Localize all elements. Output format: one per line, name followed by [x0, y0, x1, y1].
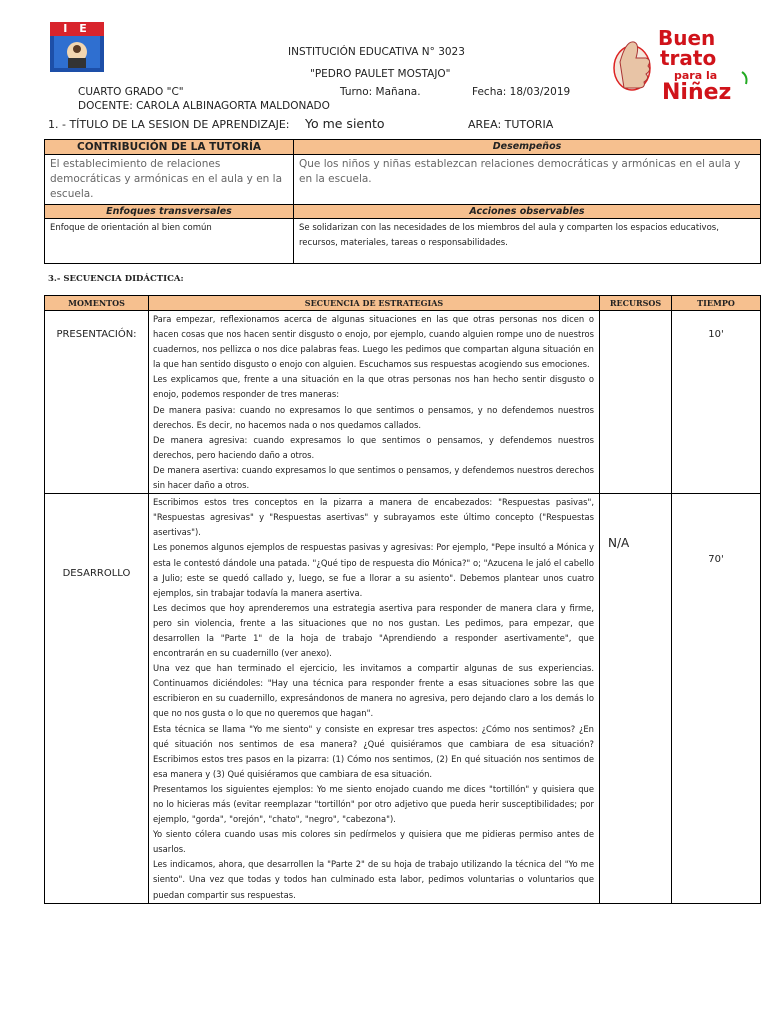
performance-text: Que los niños y niñas establezcan relaciones democráticas y armónicas en el aula y en la escuela. [294, 155, 761, 205]
school-name: "PEDRO PAULET MOSTAJO" [310, 68, 451, 80]
approaches-header: Enfoques transversales [45, 205, 294, 219]
strategy-paragraph: Una vez que han terminado el ejercicio, les invitamos a compartir algunas de sus experiencias. Continuamos diciéndoles: "Hay una técnica para responder frente a esas situaciones sobre las que escribieron en su cuadernillo, expresándonos de manera no agresiva, pero dejando claro a los demás lo que no nos gusta o lo que no queremos que hagan". [153, 663, 594, 719]
strategy-paragraph: Yo siento cólera cuando usas mis colores sin pedírmelos y quisiera que me pidieras permiso antes de usarlos. [153, 829, 594, 855]
strategy-paragraph: Les ponemos algunos ejemplos de respuestas pasivas y agresivas: Por ejemplo, "Pepe insultó a Mónica y esta le contestó dándole una patada. "¿Qué tipo de respuesta dio Mónica?" o; "Azucena le jaló el cabello a Julio; este se quedó callado y, luego, se fue a llorar a su asiento". Debemos plantear unos cuatro ejemplos, sin trabajar todavía la manera asertiva. [153, 542, 594, 598]
resource-cell [600, 494, 672, 904]
time-value: 70' [708, 554, 724, 566]
moment-cell [45, 494, 149, 904]
tutoring-contribution-table [44, 139, 761, 264]
session-title-value: Yo me siento [305, 116, 385, 131]
teacher-label: DOCENTE: CAROLA ALBINAGORTA MALDONADO [78, 100, 330, 112]
school-crest-logo [48, 20, 106, 74]
school-label: INSTITUCIÓN EDUCATIVA N° 3023 [288, 46, 465, 58]
time-cell [672, 311, 761, 494]
strategy-paragraph: Les explicamos que, frente a una situación en la que otras personas nos han hecho sentir disgusto o enojo, podemos responder de tres maneras: [153, 374, 594, 400]
actions-text: Se solidarizan con las necesidades de los miembros del aula y comparten los espacios educativos, recursos, materiales, tareas o responsabilidades. [294, 219, 761, 264]
school-crest-letters: I E [63, 22, 91, 35]
col-header-moments: MOMENTOS [45, 296, 149, 311]
approach-text: Enfoque de orientación al bien común [45, 219, 294, 264]
contribution-text: El establecimiento de relaciones democráticas y armónicas en el aula y en la escuela. [45, 155, 294, 205]
strategy-paragraph: Para empezar, reflexionamos acerca de algunas situaciones en las que otras personas nos dicen o hacen cosas que nos hacen sentir disgusto o enojo, por ejemplo, cuando alguien rompe uno de nuestros cuadernos, nos pellizca o nos dice palabras feas. Luego les pedimos que compartan alguna situación en la que han sentido disgusto o enojo con alguien. Escuchamos sus respuestas acogiendo sus emociones. [153, 314, 594, 370]
table-row [45, 311, 761, 494]
section-heading: 3.- SECUENCIA DIDÁCTICA: [48, 274, 184, 284]
resource-cell [600, 311, 672, 494]
strategy-paragraph: Les decimos que hoy aprenderemos una estrategia asertiva para responder de manera clara y firme, pero sin violencia, frente a las situaciones que no nos gustan. Les pedimos, para empezar, que desarrollen la "Parte 1" de la hoja de trabajo "Aprendiendo a responder asertivamente", que encontrarán en su cuadernillo (ver anexo). [153, 602, 594, 659]
date-label: Fecha: 18/03/2019 [472, 86, 571, 98]
resource-value: N/A [608, 536, 630, 551]
session-title-label: 1. - TÍTULO DE LA SESION DE APRENDIZAJE: [48, 118, 290, 131]
shift-label: Turno: Mañana. [340, 86, 421, 98]
moment-label: PRESENTACIÓN: [56, 329, 137, 340]
strategy-paragraph: Esta técnica se llama "Yo me siento" y consiste en expresar tres aspectos: ¿Cómo nos sentimos? ¿En qué situación nos sentimos de esa manera? ¿Qué quisiéramos que cambiara de esa situación? Escribimos estos tres pasos en la pizarra: (1) Cómo nos sentimos, (2) En qué situación nos sentimos de esa manera y (3) Qué quisiéramos que cambiara de esa situación. [153, 723, 594, 779]
strategy-paragraph: Les indicamos, ahora, que desarrollen la "Parte 2" de su hoja de trabajo utilizando la técnica del "Yo me siento". Una vez que todas y todos han culminado esta labor, pedimos voluntarias o voluntarios que puedan compartir sus respuestas. [153, 859, 594, 900]
time-cell [672, 494, 761, 904]
moment-label: DESARROLLO [62, 568, 131, 580]
grade-label: CUARTO GRADO "C" [78, 86, 184, 98]
strategy-paragraph: Escribimos estos tres conceptos en la pizarra a manera de encabezados: "Respuestas pasivas", "Respuestas agresivas" y "Respuestas asertivas" y subrayamos este último concepto ("Respuestas asertivas"). [153, 497, 594, 538]
table-row [45, 494, 761, 904]
contribution-header: CONTRIBUCIÓN DE LA TUTORÍA [45, 140, 294, 155]
col-header-strategies: SECUENCIA DE ESTRATEGIAS [149, 296, 600, 311]
strategy-cell [149, 311, 600, 494]
strategy-cell [149, 494, 600, 904]
didactic-sequence-table [44, 295, 761, 904]
strategy-paragraph: De manera asertiva: cuando expresamos lo que sentimos o pensamos, y defendemos nuestros derechos sin hacer daño a otros. [153, 464, 594, 491]
performance-header: Desempeños [294, 140, 761, 155]
campaign-word-para-la: para la [674, 69, 718, 82]
actions-header: Acciones observables [294, 205, 761, 219]
campaign-word-trato: trato [660, 46, 717, 70]
col-header-time: TIEMPO [672, 296, 761, 311]
campaign-word-buen: Buen [658, 26, 716, 50]
col-header-resources: RECURSOS [600, 296, 672, 311]
strategy-paragraph: De manera agresiva: cuando expresamos lo que sentimos o pensamos, y defendemos nuestros derechos, pero haciendo daño a otros. [153, 434, 594, 460]
buen-trato-campaign-logo [606, 22, 762, 108]
strategy-paragraph: De manera pasiva: cuando no expresamos lo que sentimos o pensamos, y no defendemos nuestros derechos. Es decir, no hacemos nada o nos quedamos callados. [153, 404, 594, 430]
time-value: 10' [708, 329, 724, 340]
strategy-paragraph: Presentamos los siguientes ejemplos: Yo me siento enojado cuando me dices "tortillón" y quisiera que no lo hicieras más (evitar reemplazar "tortillón" por otro adjetivo que pueda herir susceptibilidades; por ejemplo, "gorda", "orejón", "chato", "negro", "cabezona"). [153, 783, 594, 825]
area-label: AREA: TUTORIA [468, 118, 554, 131]
campaign-word-ninez: Niñez [662, 80, 732, 105]
moment-cell [45, 311, 149, 494]
